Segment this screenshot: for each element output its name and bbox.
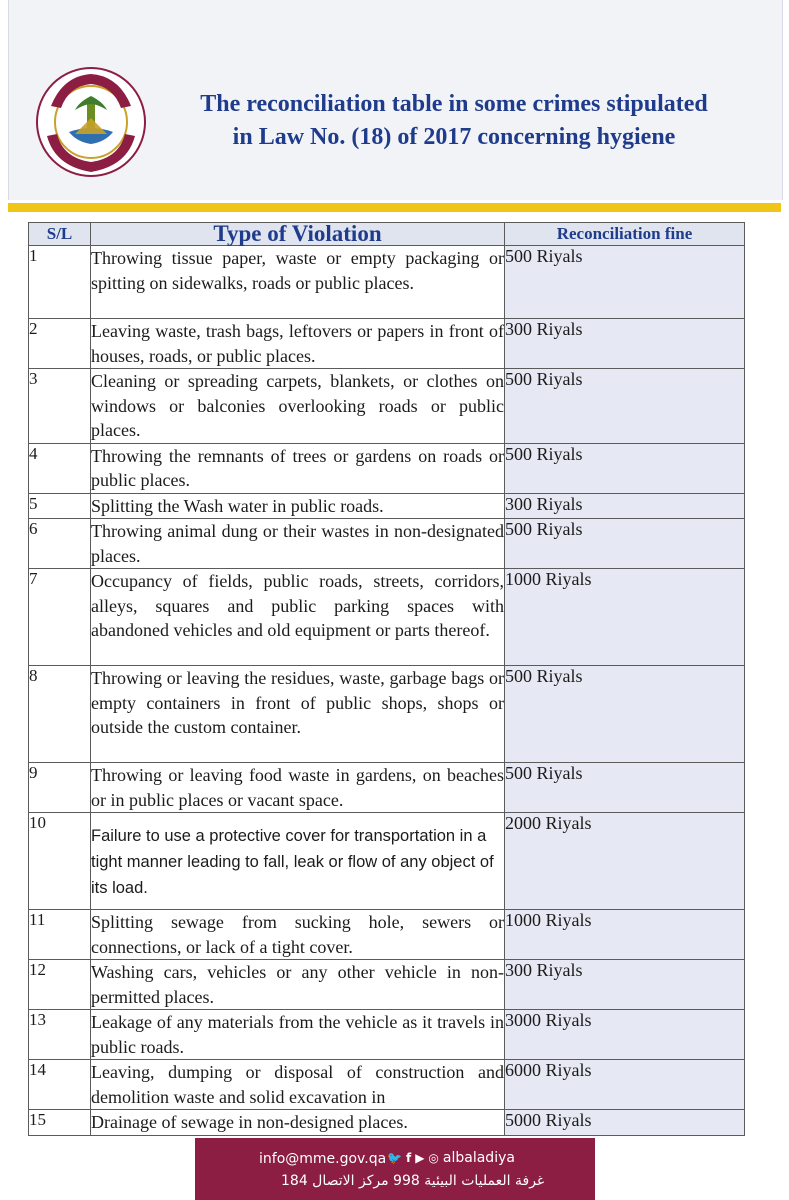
row-number: 4 [29, 443, 91, 493]
row-number: 8 [29, 666, 91, 763]
table-row [29, 369, 745, 444]
table-row [29, 910, 745, 960]
fine-amount: 1000 Riyals [505, 910, 745, 960]
fine-amount: 3000 Riyals [505, 1010, 745, 1060]
violation-text: Cleaning or spreading carpets, blankets, or clothes on windows or balconies overlooking roads or public places. [91, 369, 505, 444]
row-number: 2 [29, 319, 91, 369]
gold-divider [8, 203, 781, 212]
row-number: 9 [29, 763, 91, 813]
table-row [29, 666, 745, 763]
row-number: 5 [29, 493, 91, 519]
violation-text: Splitting sewage from sucking hole, sewers or connections, or lack of a tight cover. [91, 910, 505, 960]
social-handle[interactable]: albaladiya [442, 1150, 515, 1166]
fine-amount: 500 Riyals [505, 246, 745, 319]
fine-amount: 2000 Riyals [505, 813, 745, 910]
table-row [29, 493, 745, 519]
table-row [29, 319, 745, 369]
violation-text: Failure to use a protective cover for transportation in a tight manner leading to fall, leak or flow of any object of its load. [91, 813, 505, 910]
row-number: 14 [29, 1060, 91, 1110]
table-row [29, 813, 745, 910]
fine-amount: 500 Riyals [505, 666, 745, 763]
violation-text: Throwing the remnants of trees or gardens on roads or public places. [91, 443, 505, 493]
header-sl: S/L [29, 223, 91, 246]
fine-amount: 5000 Riyals [505, 1110, 745, 1136]
title-line-2: in Law No. (18) of 2017 concerning hygiene [232, 124, 676, 150]
violation-text: Throwing tissue paper, waste or empty packaging or spitting on sidewalks, roads or public places. [91, 246, 505, 319]
row-number: 13 [29, 1010, 91, 1060]
instagram-icon[interactable]: ◎ [428, 1151, 439, 1165]
table-row [29, 519, 745, 569]
facebook-icon[interactable]: f [405, 1151, 412, 1165]
fine-amount: 500 Riyals [505, 519, 745, 569]
violation-text: Throwing or leaving food waste in gardens, on beaches or in public places or vacant space. [91, 763, 505, 813]
document-title [149, 88, 759, 154]
violation-text: Leaving, dumping or disposal of construction and demolition waste and solid excavation in [91, 1060, 505, 1110]
header-reconciliation-fine: Reconciliation fine [505, 223, 745, 246]
fine-amount: 300 Riyals [505, 960, 745, 1010]
contact-email[interactable]: info@mme.gov.qa [259, 1151, 387, 1167]
violation-text: Occupancy of fields, public roads, streets, corridors, alleys, squares and public parking spaces with abandoned vehicles and old equipment or parts thereof. [91, 569, 505, 666]
row-number: 7 [29, 569, 91, 666]
row-number: 15 [29, 1110, 91, 1136]
table-header-row [29, 223, 745, 246]
title-line-1: The reconciliation table in some crimes stipulated [200, 91, 708, 117]
row-number: 3 [29, 369, 91, 444]
contact-numbers-arabic: غرفة العمليات البيئية 998 مركز الاتصال 184 [281, 1173, 545, 1189]
fine-amount: 500 Riyals [505, 443, 745, 493]
row-number: 6 [29, 519, 91, 569]
violation-text: Splitting the Wash water in public roads. [91, 493, 505, 519]
reconciliation-table [28, 222, 745, 1136]
fine-amount: 300 Riyals [505, 493, 745, 519]
twitter-icon[interactable]: 🐦 [387, 1151, 402, 1165]
fine-amount: 6000 Riyals [505, 1060, 745, 1110]
contact-footer [195, 1138, 595, 1200]
table-row [29, 246, 745, 319]
table-row [29, 763, 745, 813]
row-number: 10 [29, 813, 91, 910]
table-row [29, 569, 745, 666]
row-number: 11 [29, 910, 91, 960]
youtube-icon[interactable]: ▶ [415, 1151, 425, 1165]
fine-amount: 1000 Riyals [505, 569, 745, 666]
table-row [29, 1060, 745, 1110]
row-number: 12 [29, 960, 91, 1010]
fine-amount: 500 Riyals [505, 763, 745, 813]
violation-text: Throwing or leaving the residues, waste, garbage bags or empty containers in front of public shops, shops or outside the custom container. [91, 666, 505, 763]
header-violation-type: Type of Violation [91, 223, 505, 246]
violation-text: Washing cars, vehicles or any other vehicle in non-permitted places. [91, 960, 505, 1010]
violation-text: Drainage of sewage in non-designed places. [91, 1110, 505, 1136]
social-links [387, 1150, 515, 1166]
table-row [29, 443, 745, 493]
fine-amount: 500 Riyals [505, 369, 745, 444]
table-row [29, 1110, 745, 1136]
ministry-logo-emblem [35, 66, 147, 178]
table-row [29, 1010, 745, 1060]
fine-amount: 300 Riyals [505, 319, 745, 369]
violation-text: Leakage of any materials from the vehicle as it travels in public roads. [91, 1010, 505, 1060]
header-banner [8, 0, 783, 200]
row-number: 1 [29, 246, 91, 319]
violation-text: Throwing animal dung or their wastes in non-designated places. [91, 519, 505, 569]
violation-text: Leaving waste, trash bags, leftovers or papers in front of houses, roads, or public places. [91, 319, 505, 369]
table-row [29, 960, 745, 1010]
